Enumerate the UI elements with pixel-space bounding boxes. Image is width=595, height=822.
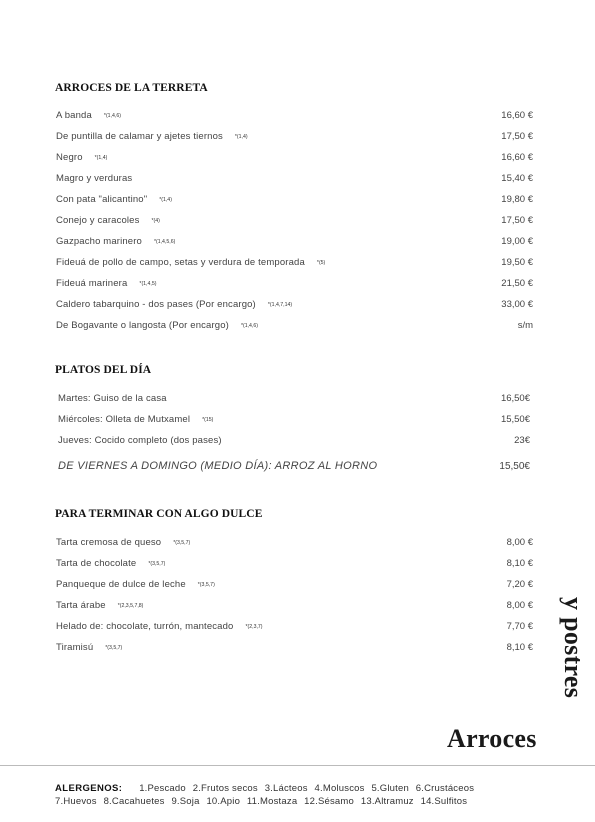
allergen-legend-item: 7.Huevos bbox=[55, 796, 97, 807]
dish-price: 7,20 € bbox=[506, 579, 533, 590]
dish-price: 19,50 € bbox=[501, 257, 533, 268]
allergen-codes: *(3,5,7) bbox=[197, 582, 215, 588]
dish-price: 33,00 € bbox=[501, 299, 533, 310]
menu-item bbox=[56, 194, 533, 208]
menu-item bbox=[56, 320, 533, 334]
dish-price: 21,50 € bbox=[501, 278, 533, 289]
allergen-legend-item: 9.Soja bbox=[171, 796, 200, 807]
menu-item bbox=[56, 299, 533, 313]
allergen-legend-item: 4.Moluscos bbox=[314, 783, 365, 794]
dish-name: Martes: Guiso de la casa bbox=[58, 393, 167, 404]
dish-price: 19,80 € bbox=[501, 194, 533, 205]
allergen-codes: *(1,4,5) bbox=[139, 281, 157, 287]
dish-price: 8,00 € bbox=[506, 600, 533, 611]
dish-name: Tarta de chocolate *(3,5,7) bbox=[56, 558, 166, 569]
menu-item bbox=[56, 110, 533, 124]
dish-price: 7,70 € bbox=[506, 621, 533, 632]
allergen-legend-item: 8.Cacahuetes bbox=[103, 796, 165, 807]
section-title-postres: PARA TERMINAR CON ALGO DULCE bbox=[55, 508, 263, 520]
dish-price: 15,50€ bbox=[499, 461, 530, 472]
dish-price: 16,50€ bbox=[500, 393, 530, 404]
menu-item bbox=[56, 600, 533, 614]
allergen-legend-item: 2.Frutos secos bbox=[192, 783, 258, 794]
dish-price: s/m bbox=[517, 320, 533, 331]
allergen-legend-item: 5.Gluten bbox=[371, 783, 409, 794]
section-title-platos-del-dia: PLATOS DEL DÍA bbox=[55, 364, 152, 376]
dish-name: Conejo y caracoles *(4) bbox=[56, 215, 160, 226]
dish-price: 15,40 € bbox=[501, 173, 533, 184]
dish-name: Helado de: chocolate, turrón, mantecado *(2,3,7) bbox=[56, 621, 263, 632]
section-title-arroces: ARROCES DE LA TERRETA bbox=[55, 82, 208, 94]
allergen-legend-item: 13.Altramuz bbox=[360, 796, 414, 807]
allergen-codes: *(1,4,7,14) bbox=[267, 302, 293, 308]
dish-name: Caldero tabarquino - dos pases (Por encargo) *(1,4,7,14) bbox=[56, 299, 293, 310]
dish-name: Gazpacho marinero *(1,4,5,6) bbox=[56, 236, 176, 247]
allergen-codes: *(1,4) bbox=[94, 155, 108, 161]
allergen-legend-item: 12.Sésamo bbox=[304, 796, 355, 807]
menu-item bbox=[56, 173, 533, 187]
allergen-legend bbox=[55, 782, 555, 808]
dish-price: 17,50 € bbox=[501, 215, 533, 226]
allergen-codes: *(2,3,7) bbox=[245, 624, 263, 630]
menu-item bbox=[58, 414, 530, 428]
dish-name: Fideuá de pollo de campo, setas y verdura de temporada *(5) bbox=[56, 257, 326, 268]
allergen-legend-item: 10.Apio bbox=[206, 796, 241, 807]
allergen-codes: *(3,5,7) bbox=[148, 561, 166, 567]
dish-name: DE VIERNES A DOMINGO (MEDIO DÍA): ARROZ AL HORNO bbox=[58, 460, 378, 472]
menu-item bbox=[56, 579, 533, 593]
allergen-codes: *(4) bbox=[151, 218, 160, 224]
allergen-codes: *(3,5,7) bbox=[173, 540, 191, 546]
dish-price: 16,60 € bbox=[501, 110, 533, 121]
allergen-codes: *(1,4) bbox=[159, 197, 172, 203]
menu-item bbox=[56, 558, 533, 572]
menu-item bbox=[56, 131, 533, 145]
dish-name: Jueves: Cocido completo (dos pases) bbox=[58, 435, 222, 446]
dish-name: Tarta cremosa de queso *(3,5,7) bbox=[56, 537, 191, 548]
menu-item bbox=[56, 236, 533, 250]
allergen-codes: *(1,4,5,6) bbox=[153, 239, 176, 245]
allergen-codes: *(1,4,6) bbox=[103, 113, 121, 119]
allergen-legend-item: 14.Sulfitos bbox=[420, 796, 468, 807]
allergen-codes: *(3,5,7) bbox=[105, 645, 123, 651]
allergen-codes: *(2,3,5,7,8) bbox=[117, 603, 144, 609]
menu-item bbox=[56, 621, 533, 635]
allergen-legend-item: 1.Pescado bbox=[139, 783, 186, 794]
dish-price: 17,50 € bbox=[501, 131, 533, 142]
brand-wordmark-vertical: y postres bbox=[559, 597, 588, 699]
dish-price: 15,50€ bbox=[500, 414, 530, 425]
dish-price: 16,60 € bbox=[501, 152, 533, 163]
dish-price: 8,10 € bbox=[506, 642, 533, 653]
menu-item bbox=[56, 642, 533, 656]
dish-name: A banda *(1,4,6) bbox=[56, 110, 121, 121]
allergen-codes: *(1,4,6) bbox=[240, 323, 258, 329]
dish-name: Negro *(1,4) bbox=[56, 152, 108, 163]
menu-item bbox=[56, 537, 533, 551]
dish-name: Magro y verduras bbox=[56, 173, 133, 184]
allergen-codes: *(1,4) bbox=[234, 134, 248, 140]
dish-name: Fideuá marinera *(1,4,5) bbox=[56, 278, 157, 289]
dish-name: Tiramisú *(3,5,7) bbox=[56, 642, 123, 653]
dish-price: 19,00 € bbox=[501, 236, 533, 247]
brand-wordmark: Arroces bbox=[447, 724, 537, 753]
dish-name: De puntilla de calamar y ajetes tiernos *(1,4) bbox=[56, 131, 248, 142]
allergen-legend-item: 3.Lácteos bbox=[264, 783, 308, 794]
menu-item bbox=[56, 257, 533, 271]
menu-item bbox=[58, 393, 530, 407]
dish-name: De Bogavante o langosta (Por encargo) *(1,4,6) bbox=[56, 320, 258, 331]
menu-item-featured bbox=[58, 460, 530, 476]
menu-item bbox=[58, 435, 530, 449]
dish-price: 8,00 € bbox=[506, 537, 533, 548]
dish-name: Tarta árabe *(2,3,5,7,8) bbox=[56, 600, 144, 611]
allergen-codes: *(5) bbox=[316, 260, 326, 266]
menu-item bbox=[56, 278, 533, 292]
menu-item bbox=[56, 152, 533, 166]
menu-item bbox=[56, 215, 533, 229]
dish-price: 8,10 € bbox=[506, 558, 533, 569]
allergen-legend-item: 11.Mostaza bbox=[246, 796, 298, 807]
dish-name: Con pata "alicantino" *(1,4) bbox=[56, 194, 172, 205]
allergen-legend-label: ALERGENOS: bbox=[55, 783, 123, 794]
footer-divider bbox=[0, 765, 595, 766]
allergen-codes: *(15) bbox=[202, 417, 214, 423]
allergen-legend-item: 6.Crustáceos bbox=[415, 783, 475, 794]
dish-name: Miércoles: Olleta de Mutxamel *(15) bbox=[58, 414, 214, 425]
dish-name: Panqueque de dulce de leche *(3,5,7) bbox=[56, 579, 215, 590]
dish-price: 23€ bbox=[514, 435, 530, 446]
